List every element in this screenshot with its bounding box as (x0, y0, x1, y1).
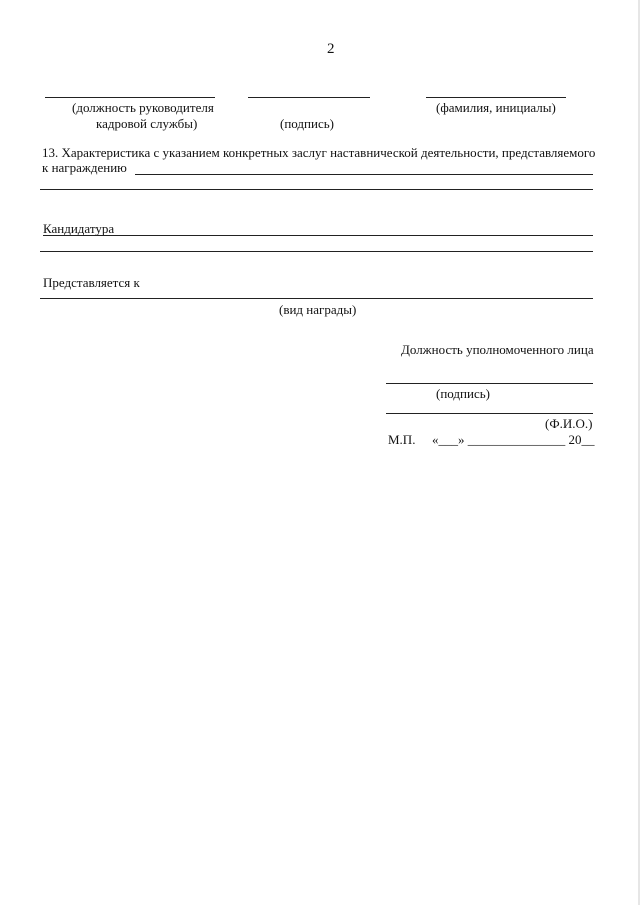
authorized-signature-caption: (подпись) (436, 386, 490, 401)
position-line (45, 97, 215, 98)
authorized-fio-caption: (Ф.И.О.) (545, 416, 593, 431)
item13-text-line1: 13. Характеристика с указанием конкретных заслуг наставнической деятельности, представляемого (42, 145, 596, 160)
date-row (388, 433, 594, 446)
date-year: 20 (568, 432, 582, 447)
page-number: 2 (327, 41, 335, 57)
award-caption: (вид награды) (279, 302, 357, 317)
item13-fill-line-2 (40, 189, 593, 190)
candidacy-fill-line-1 (43, 235, 593, 236)
date-year-blank: __ (581, 432, 595, 447)
date-close-quote: » (457, 432, 465, 447)
signature-line (248, 97, 370, 98)
authorized-position-label: Должность уполномоченного лица (401, 342, 594, 357)
date-open-quote: « (431, 432, 439, 447)
authorized-fio-line (386, 413, 593, 414)
item13-fill-line-1 (135, 174, 593, 175)
item13-text-line2: к награждению (42, 160, 127, 175)
authorized-signature-line (386, 383, 593, 384)
candidacy-fill-line-2 (40, 251, 593, 252)
stamp-label: М.П. (388, 432, 416, 447)
position-caption-line1: (должность руководителя (72, 100, 214, 115)
position-caption-line2: кадровой службы) (96, 116, 198, 131)
signature-caption: (подпись) (280, 116, 334, 131)
date-day-blank: ___ (438, 432, 458, 447)
date-month-blank: _______________ (467, 432, 566, 447)
name-line (426, 97, 566, 98)
candidacy-label: Кандидатура (43, 221, 115, 236)
presented-label: Представляется к (43, 275, 140, 290)
name-caption: (фамилия, инициалы) (436, 100, 556, 115)
award-fill-line (40, 298, 593, 299)
